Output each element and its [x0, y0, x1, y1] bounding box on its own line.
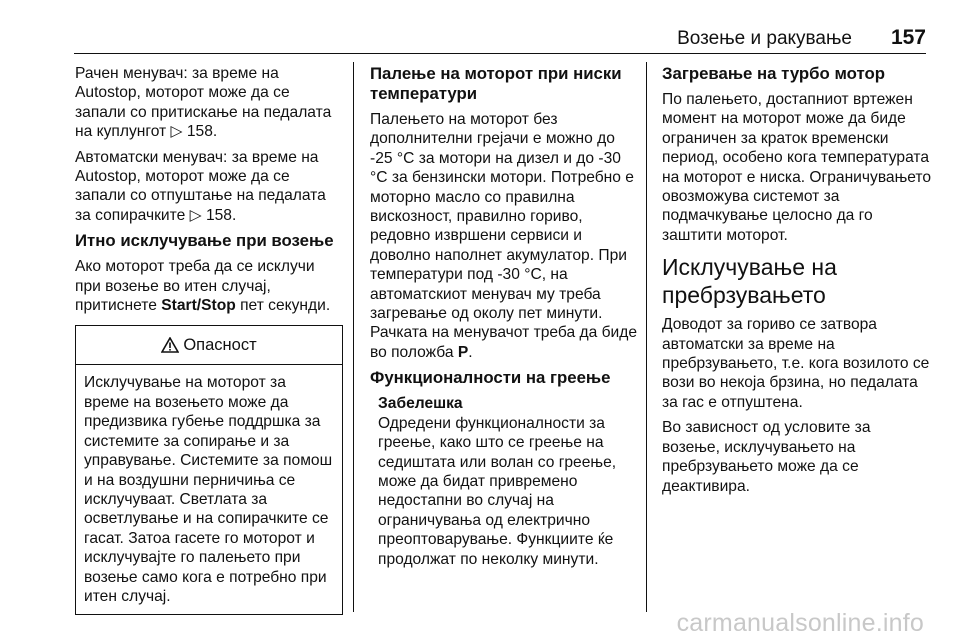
page-ref[interactable]: 158. — [205, 206, 237, 224]
column-right — [662, 64, 932, 502]
heading-overrun-cutoff: Исклучување на пребрзувањето — [662, 254, 837, 309]
danger-body: Исклучување на моторот за време на возењето може да предизвика губење поддршка за системите за сопирање и за управување. Системите за помош и на воздушни перничиња се исклучуваат. Светлата за осветлување и на сопирачките се гасат. Затоа гасете го моторот и исклучувајте го палењето при возење само кога е потребно при итен случај. — [84, 374, 333, 605]
column-middle — [370, 64, 638, 569]
header-divider — [74, 53, 926, 54]
warning-triangle-icon — [161, 337, 179, 353]
section-title: Возење и ракување — [677, 28, 852, 49]
page-ref[interactable]: 158. — [186, 123, 218, 141]
watermark: carmanualsonline.info — [676, 609, 924, 637]
start-stop-label: Start/Stop — [161, 297, 236, 315]
heading-low-temp-start: Палење на моторот при ниски температури — [370, 64, 622, 103]
arrow-ref-icon: ▷ — [170, 123, 183, 141]
heading-heating-functions: Функционалности на греење — [370, 368, 611, 388]
page-number: 157 — [890, 26, 926, 49]
page-header — [0, 0, 960, 58]
arrow-ref-icon: ▷ — [189, 206, 202, 224]
paragraph-overrun-2: Во зависност од условите за возење, исклучувањето на пребрзувањето може да се деактивира. — [662, 419, 871, 495]
column-left — [75, 64, 343, 615]
note-body: Одредени функционалности за греење, како што се греење на седиштата или волан со греење, може да бидат привремено недостапни во случај на ограничувања од електрично преоптоварување. Функциите ќе продолжат по неколку минути. — [378, 414, 617, 568]
column-divider-2 — [646, 62, 647, 612]
heading-emergency-shutdown: Итно исклучување при возење — [75, 231, 334, 251]
gear-position-p: P — [457, 343, 469, 361]
paragraph-low-temp: Палењето на моторот без дополнителни грејачи е можно до -25 °C за мотори на дизел и до -30 °C за бензински мотори. Потребно е моторно масло со правилна вискозност, правилно гориво, редовно извршени сервиси и доволно наполнет акумулатор. При температури под -30 °C, на автоматскиот менувач му треба загревање од околу пет минути. Рачката на менувачот треба да биде во положба P. — [370, 111, 637, 361]
paragraph-overrun-1: Доводот за гориво се затвора автоматски за време на пребрзувањето, т.е. кога возилото се вози во некоја брзина, но педалата за гас е отпуштена. — [662, 316, 930, 411]
column-divider-1 — [353, 62, 354, 612]
danger-box — [75, 325, 343, 615]
note-block — [370, 394, 638, 569]
paragraph-emergency: Ако моторот треба да се исклучи при возење во итен случај, притиснете Start/Stop пет секунди. — [75, 258, 331, 315]
paragraph-turbo: По палењето, достапниот вртежен момент на моторот може да биде ограничен за краток временски период, особено кога температурата на моторот е ниска. Ограничувањето овозможува системот за подмачкување целосно да го заштити моторот. — [662, 91, 932, 244]
danger-title: Опасност — [183, 335, 257, 354]
danger-header — [76, 326, 342, 365]
heading-turbo-warmup: Загревање на турбо мотор — [662, 64, 885, 83]
paragraph-automatic-gearbox: Автоматски менувач: за време на Autostop, моторот може да се запали со отпуштање на педалата за сопирачките ▷ 158. — [75, 148, 326, 224]
note-title: Забелешка — [378, 395, 463, 413]
paragraph-manual-gearbox: Рачен менувач: за време на Autostop, моторот може да се запали со притискање на педалата на куплунгот ▷ 158. — [75, 65, 332, 141]
